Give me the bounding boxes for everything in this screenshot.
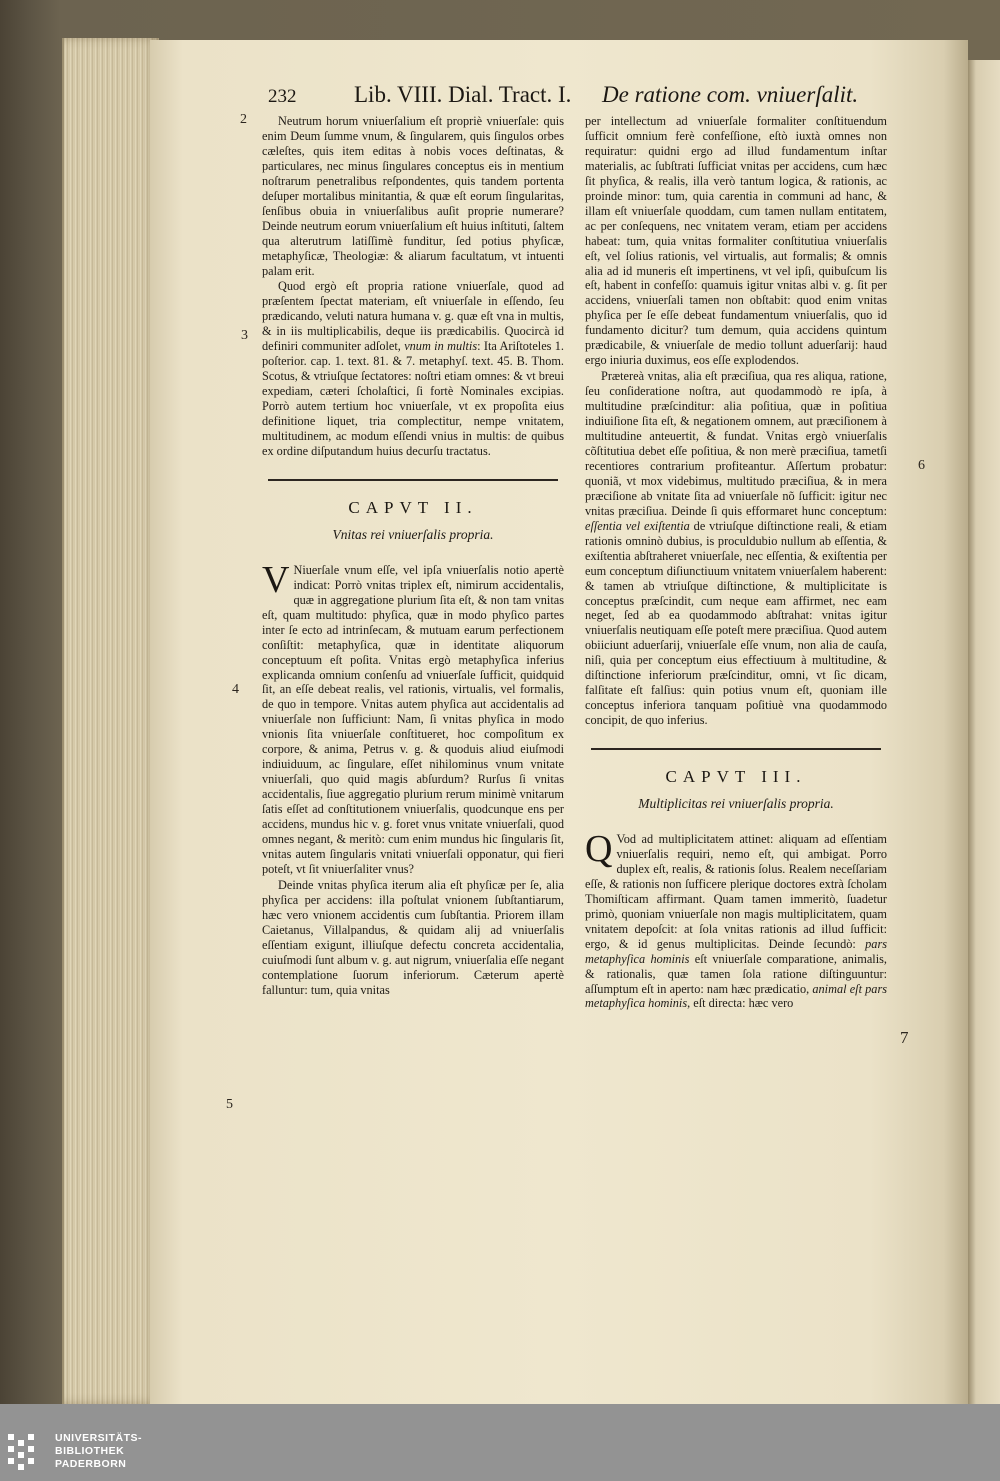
left-column bbox=[262, 114, 564, 997]
book-section: Lib. VIII. Dial. Tract. I. bbox=[354, 82, 572, 107]
library-name-line: BIBLIOTHEK bbox=[55, 1445, 125, 1457]
running-head bbox=[268, 82, 859, 114]
drop-initial: V bbox=[262, 558, 290, 601]
section-rule bbox=[268, 479, 558, 481]
paragraph-7: Q Vod ad multiplicitatem attinet: aliquam ad eſſentiam vniuerſalis requiri, nemo eſt, qui ambigat. Porro duplex eſt, realis, & rationis ſolus. Realem neceſſariam eſſe, & rationis non ſufficere plerique doctores extrà ſcholam Thomiſticam affirmant. Quam tamen immeritò, ſuadetur primò, quoniam vniuerſale non magis multiplicitatem, quam vnitatem depoſcit: at ſola vnitas rationis ad illud ſufficit: ergo, & id genus multiplicitas. Deinde ſecundò: pars metaphyſica hominis eſt vniuerſale comparatione, animalis, & rationalis, quæ tamen ſola ratione diſtinguuntur: aſſumptum eſt in aperto: nam hæc prædicatio, animal eſt pars metaphyſica hominis, eſt directa: hæc vero bbox=[585, 827, 888, 1011]
chapter-subtitle: Multiplicitas rei vniuerſalis propria. bbox=[638, 796, 834, 812]
margin-number: 3 bbox=[241, 328, 248, 343]
margin-number: 5 bbox=[226, 1097, 233, 1112]
right-column bbox=[585, 114, 887, 1011]
chapter-heading: CAPVT II. bbox=[348, 497, 478, 517]
page-edges bbox=[62, 38, 159, 1404]
quotation: animal eſt pars metaphyſica hominis bbox=[585, 981, 888, 1011]
chapter-heading: CAPVT III. bbox=[665, 767, 807, 787]
margin-number: 4 bbox=[232, 682, 239, 697]
library-name-line: UNIVERSITÄTS- bbox=[55, 1432, 143, 1444]
paragraph-3: Quod ergò eſt propria ratione vniuerſale, quod ad præſentem ſpectat materiam, eſt vniuerſale in eſſendo, ſeu prædicando, veluti natura humana v. g. quæ eſt vna in multis, & in iis multiplicabilis, deque iis prædicabilis. Quocircà id definiri communiter adſolet, vnum in multis: Ita Ariſtoteles 1. poſterior. cap. 1. text. 81. & 7. metaphyſ. text. 45. B. Thom. Scotus, & vtriuſque ſectatores: noſtri etiam omnes: & vt breui expediam, cæteri ſcholaſtici, ſi fortè Nominales excipias. Porrò autem tertium hoc vniuerſale, vt ex propoſita eius definitione liquet, tria complectitur, nempe vnitatem, multitudinem, ac modum eſſendi vnius in multis: de quibus ex ordine diſputandum huius decurſu tractatus. bbox=[262, 279, 564, 458]
library-footer bbox=[0, 1404, 1000, 1481]
paragraph-continued: per intellectum ad vniuerſale formaliter conſtituendum ſufficit omnium ferè confeſſione, eſtò iuxtà omnes non requiratur: quidni ergo ad illud fundamentum inſtar materialis, ac ſubſtrati ſufficiat vnitas per accidens, cum hæc ſit phyſica, & realis, illa verò tantum logica, & rationis, ac proinde minor: tum, quia carentia in communi ad hanc, & illam eſt vniuerſale quoddam, cum tamen nullam entitatem, ac per conſequens, nec vnitatem veram, etiam per accidens habeat: tum, quia vnitas formaliter conſtitutiua vniuerſalis eſt, vel ſolius rationis, vel virtualis, aut formalis; & omnis alia ad id muneris eſt impertinens, vt vel ipſi, quibuſcum lis eſt, habent in confeſſo: quamuis igitur vnitas albi v. g. ſit per accidens, vniuerſali tamen non obſtabit: quod enim vnitas phyſica per ſe eſſe debeat fundamentum vniuerſalis, quo id fundamento dicitur? tum demum, quia accidens quintum prædicabile, & vniuerſale de medio tollunt aduerſarij: haud ergo iniuria duximus, eos eſſe explodendos. bbox=[585, 114, 887, 368]
paragraph-2: Neutrum horum vniuerſalium eſt propriè vniuerſale: quis enim Deum ſumme vnum, & ſingularem, quis ſingulos orbes cæleſtes, quis item editas à nobis voces deſtinatas, & particulares, nec minus ſingulares conceptus eis in mentium noſtrarum penetralibus reſpondentes, quis tandem portenta deſuper mortalibus minitantia, & quæ eſt eorum ſingularitas, ſenſibus obuia in vniuerſalibus auſit proprie numerare? Deinde neutrum eorum vniuerſalium eſt huius inſtituti, ſaltem qua alterutrum latiſſimè funditur, ſed potius phyſicæ, metaphyſicæ, Theologiæ: & aliarum facultatum, vt intuenti palam erit. bbox=[262, 114, 564, 278]
paragraph-4: V Niuerſale vnum eſſe, vel ipſa vniuerſalis notio apertè indicat: Porrò vnitas triplex eſt, nimirum accidentalis, quæ in aggregatione plurium ſita eſt, & non tam vnitas eſt, quam multitudo: phyſica, quæ in modo phyſico partes inter ſe ecto ad intrinſecam, & mutuam earum perfectionem conſiſtit: metaphyſica, quæ in identitate aliquorum conceptuum eſt poſita. Vnitas ergò metaphyſica inferius explicanda omnium conſenſu ad vniuerſale ſufficit, quidquid ſit, an eſſe debeat realis, vel rationis, virtualis, vel formalis, de quo in tempore. Vnitas autem phyſica aut accidentalis ad vniuerſale non ſufficiunt: Nam, ſi vnitas phyſica in modo vnionis ſita vniuerſale conſtitueret, hoc compoſitum ex corpore, & anima, Petrus v. g. & quoduis aliud eiuſmodi indiuiduum, ac ſingulare, eſſet nihilominus vnum vnitate vniuerſali, quo quid magis abſurdum? Rurſus ſi vnitas accidentalis, ſiue aggregatio plurium rerum minimè vnitarum ſatis eſſet ad conſtitutionem vniuerſalis, quodcunque ens per accidens, mundus hic v. g. foret vnus vnitate vniuerſali, quod omnes negant, & meritò: cum enim mundus hic ſingularis ſit, vnitas autem ſingularis vnitati vniuerſali opponatur, qui fieri poteſt, vt ſit vniuerſaliter vnus? bbox=[262, 558, 564, 876]
library-logo-icon bbox=[8, 1434, 48, 1474]
quotation: eſſentia vel exiſtentia bbox=[585, 518, 690, 533]
section-rule bbox=[591, 748, 881, 750]
margin-number: 2 bbox=[240, 112, 247, 127]
quotation: pars metaphyſica hominis bbox=[585, 936, 888, 966]
paragraph-6: Prætereà vnitas, alia eſt præciſiua, qua res aliqua, ratione, ſeu conſideratione noſtra, aut quodammodò re ipſa, à multitudine præſcinditur: alia poſitiua, quæ in poſitiua indiuiſione ſita eſt, & negationem omnem, aut præciſionem à multitudine anteuertit, & fundat. Vnitas ergò vniuerſalis cõſtitutiua debet eſſe poſitiua, & non merè præciſiua, tametſi recentiores contrarium profiteantur. Aſſertum probatur: quoniã, vt mox videbimus, multitudo præciſiua, & in mera præciſione ab vnitate ſita ad vniuerſale nõ ſufficit: igitur nec vnitas præciſiua. Deinde ſi quis efformaret hunc conceptum: eſſentia vel exiſtentia de vtriuſque diſtinctione reali, & etiam rationis omninò dubius, is proculdubio nullum ab eſſentia, & exiſtentia abſtraheret vniuerſale, nec eſſentia, & exiſtentia per eum conceptum diſiunctiuum vnitatem vniuerſalem haberent: & tamen ab vtriuſque diſtinctione, & multiplicitate is conceptus præſcindit, cum neque eam affirmet, nec eam neget, ſed ab ea quodammodo abſtrahat: vnitas igitur vniuerſalis neutiquam eſſe poteſt mere præciſiua. Quod autem obiiciunt aduerſarij, vniuerſale eſſe vnum, non alia de cauſa, niſi, quia per conceptum eius effectiuum à multitudine, & diſtinctione inferiorum præſcinditur, omni, vt ſic dicam, falſitate eſt falſius: quin potius vnum eſt, quoniam ille conceptus inferiora tanquam poſitiuè vna quodammodo concipit, de quo inferius. bbox=[585, 369, 887, 728]
paragraph-5: Deinde vnitas phyſica iterum alia eſt phyſicæ per ſe, alia phyſica per accidens: illa poſtulat vnionem ſubſtantiarum, hæc vero vnionem accidentis cum ſubſtantia. Priorem illam Caietanus, Villalpandus, & quidam alij ad vniuerſalis eſſentiam exigunt, illiuſque defectu concreta accidentalia, cuiuſmodi ſunt album v. g. aut nigrum, vniuerſalia eſſe negant contemplatione ſuorum inferiorum. Cæterum apertè falluntur: tum, quia vnitas bbox=[262, 877, 564, 997]
margin-number: 6 bbox=[918, 458, 925, 473]
facing-page-edge bbox=[968, 60, 1000, 1404]
quotation: vnum in multis bbox=[404, 339, 478, 354]
library-name-line: PADERBORN bbox=[55, 1458, 127, 1470]
chapter-subtitle: Vnitas rei vniuerſalis propria. bbox=[332, 526, 494, 542]
page-number: 232 bbox=[268, 86, 297, 107]
margin-number: 7 bbox=[900, 1028, 909, 1047]
running-title: De ratione com. vniuerſalit. bbox=[602, 82, 859, 107]
drop-initial: Q bbox=[585, 827, 613, 870]
